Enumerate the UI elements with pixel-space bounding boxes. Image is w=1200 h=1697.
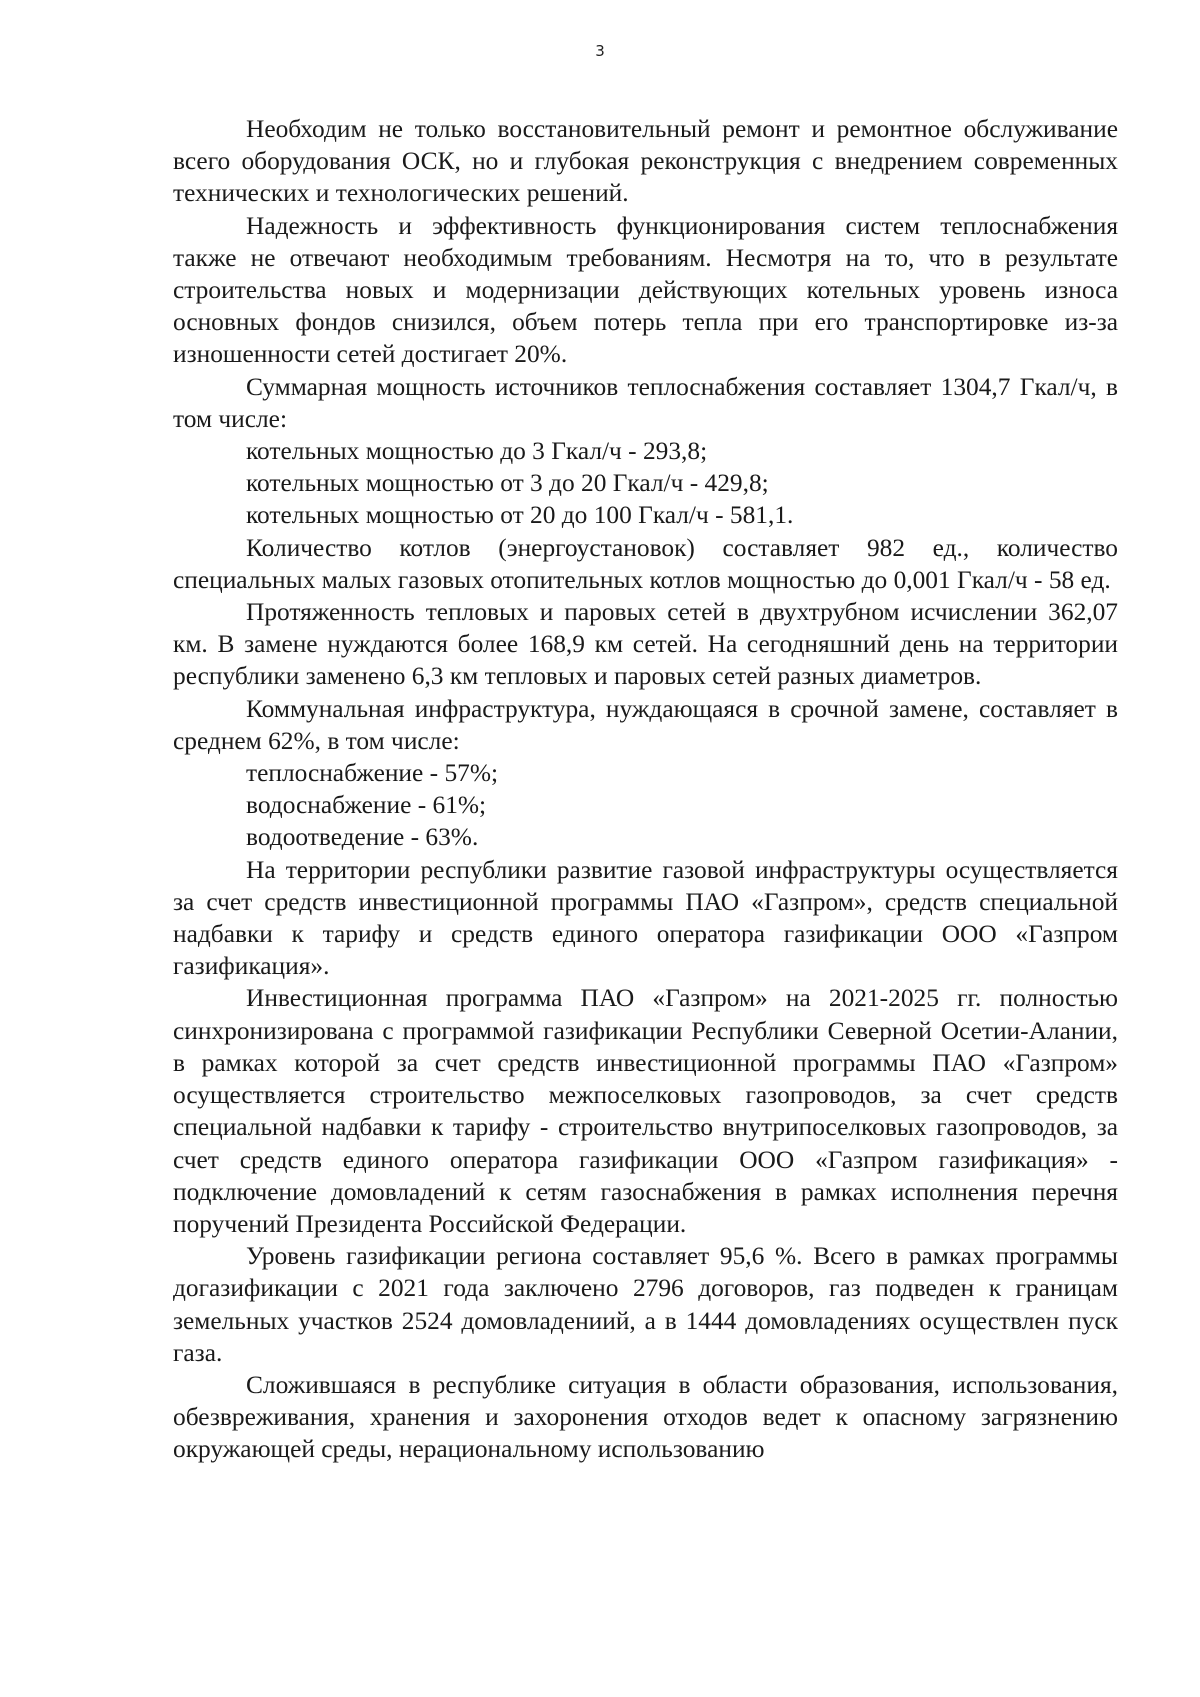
paragraph: Необходим не только восстановительный ремонт и ремонтное обслуживание всего оборудования ОСК, но и глубокая реконструкция с внедрением современных технических и технологических решений.: [173, 115, 1118, 208]
paragraph: Сложившаяся в республике ситуация в области образования, использования, обезвреживания, хранения и захоронения отходов ведет к опасному загрязнению окружающей среды, нерациональному использованию: [173, 1370, 1118, 1464]
list-item: теплоснабжение - 57%;: [246, 759, 499, 788]
page-number: 3: [595, 42, 605, 60]
paragraph: На территории республики развитие газовой инфраструктуры осуществляется за счет средств инвестиционной программы ПАО «Газпром», средств специальной надбавки к тарифу и средств единого оператора газификации ООО «Газпром газификация».: [173, 855, 1118, 981]
paragraph: Количество котлов (энергоустановок) составляет 982 ед., количество специальных малых газовых отопительных котлов мощностью до 0,001 Гкал/ч - 58 ед.: [173, 533, 1118, 594]
list-item: котельных мощностью от 20 до 100 Гкал/ч - 581,1.: [246, 501, 794, 530]
paragraph: Коммунальная инфраструктура, нуждающаяся в срочной замене, составляет в среднем 62%, в том числе:: [173, 694, 1118, 755]
paragraph: Суммарная мощность источников теплоснабжения составляет 1304,7 Гкал/ч, в том числе:: [173, 372, 1118, 433]
document-body: [173, 113, 1118, 1466]
paragraph: Надежность и эффективность функционирования систем теплоснабжения также не отвечают необходимым требованиям. Несмотря на то, что в результате строительства новых и модернизации действующих котельных уровень износа основных фондов снизился, объем потерь тепла при его транспортировке из-за изношенности сетей достигает 20%.: [173, 211, 1118, 369]
list-item: котельных мощностью до 3 Гкал/ч - 293,8;: [246, 437, 708, 466]
paragraph: Уровень газификации региона составляет 95,6 %. Всего в рамках программы догазификации с 2021 года заключено 2796 договоров, газ подведен к границам земельных участков 2524 домовладениий, а в 1444 домовладениях осуществлен пуск газа.: [173, 1242, 1118, 1367]
list-item: водоснабжение - 61%;: [246, 791, 487, 820]
list-item: водоотведение - 63%.: [246, 823, 479, 852]
list-item: котельных мощностью от 3 до 20 Гкал/ч - 429,8;: [246, 469, 769, 498]
paragraph: Протяженность тепловых и паровых сетей в двухтрубном исчислении 362,07 км. В замене нуждаются более 168,9 км сетей. На сегодняшний день на территории республики заменено 6,3 км тепловых и паровых сетей разных диаметров.: [173, 598, 1118, 691]
paragraph: Инвестиционная программа ПАО «Газпром» на 2021-2025 гг. полностью синхронизирована с программой газификации Республики Северной Осетии-Алании, в рамках которой за счет средств инвестиционной программы ПАО «Газпром» осуществляется строительство межпоселковых газопроводов, за счет средств специальной надбавки к тарифу - строительство внутрипоселковых газопроводов, за счет средств единого оператора газификации ООО «Газпром газификация» - подключение домовладений к сетям газоснабжения в рамках исполнения перечня поручений Президента Российской Федерации.: [173, 984, 1118, 1238]
